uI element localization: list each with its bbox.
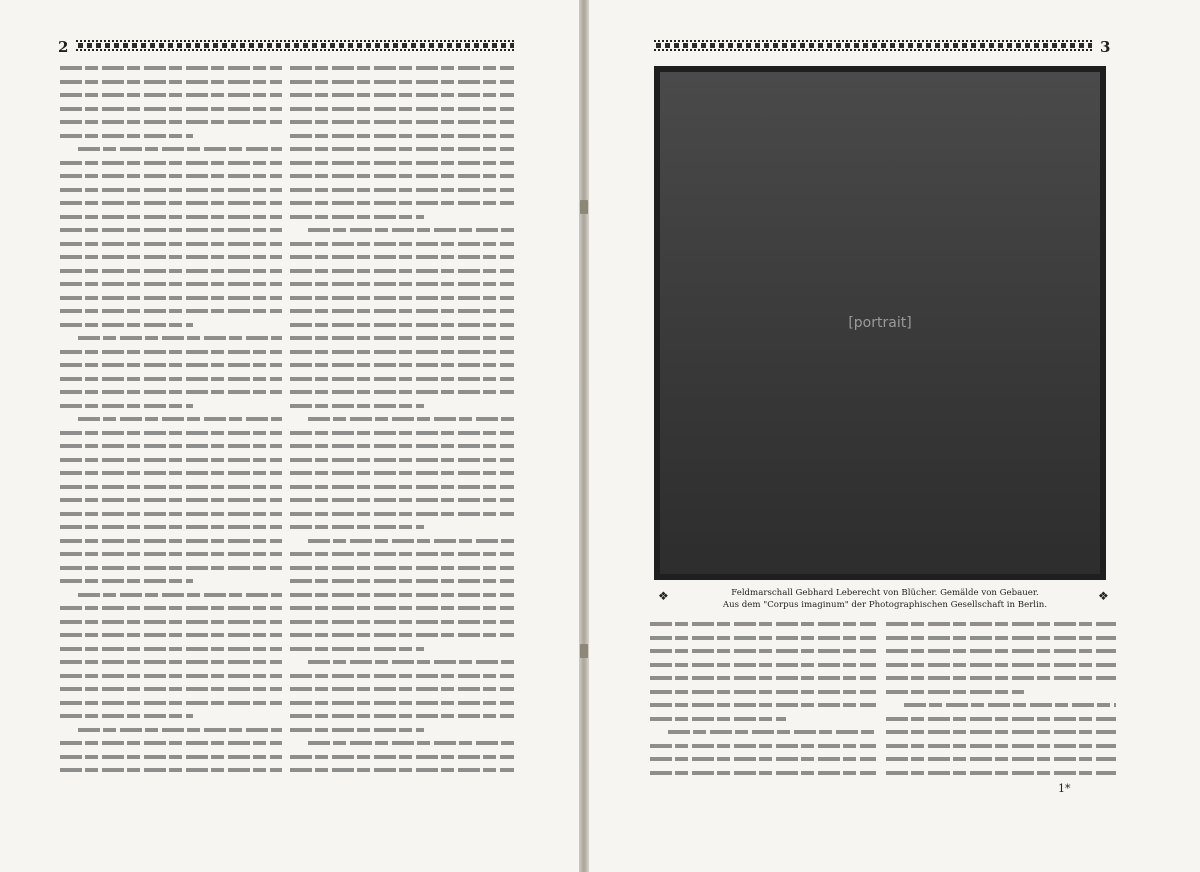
text-line [60,485,282,489]
text-line [290,728,424,732]
text-line [668,730,876,734]
text-line [290,296,514,300]
caption-ornament-icon: ❖ [658,589,669,603]
text-line [60,80,282,84]
text-line [60,269,282,273]
text-line [290,498,514,502]
text-line [886,771,1116,775]
text-line [60,498,282,502]
text-line [60,512,282,516]
text-line [308,660,514,664]
text-line [290,687,514,691]
text-line [886,690,1024,694]
text-line [60,363,282,367]
text-line [886,622,1116,626]
text-line [60,552,282,556]
text-line [60,579,193,583]
text-line [60,660,282,664]
text-line [60,620,282,624]
text-line [290,188,514,192]
text-line [60,768,282,772]
text-line [290,768,514,772]
signature-mark: 1* [1058,782,1071,795]
text-line [290,282,514,286]
text-line [290,512,514,516]
text-line [60,390,282,394]
text-line [308,417,514,421]
text-line [650,717,786,721]
text-line [290,404,424,408]
text-line [60,431,282,435]
text-line [290,120,514,124]
portrait-photo [660,72,1100,574]
text-line [290,714,514,718]
text-line [60,174,282,178]
text-line [650,703,876,707]
text-line [290,66,514,70]
text-line [650,649,876,653]
text-line [290,431,514,435]
text-line [60,282,282,286]
portrait-image [654,66,1106,580]
text-line [650,771,876,775]
caption-ornament-icon: ❖ [1098,589,1109,603]
text-line [290,620,514,624]
book-gutter [579,0,589,872]
portrait-caption [680,587,1090,611]
text-line [60,404,193,408]
text-line [886,757,1116,761]
text-line [78,593,282,597]
text-line [308,228,514,232]
text-line [290,242,514,246]
text-column-left-2 [290,66,514,782]
text-line [290,647,424,651]
text-line [78,728,282,732]
text-line [60,323,193,327]
text-line [60,188,282,192]
text-line [60,201,282,205]
text-line [886,663,1116,667]
text-line [60,539,282,543]
text-line [290,134,514,138]
text-line [60,525,282,529]
text-line [290,201,514,205]
text-line [60,444,282,448]
text-line [650,622,876,626]
text-line [60,566,282,570]
text-line [290,174,514,178]
text-line [60,633,282,637]
text-line [290,458,514,462]
text-line [60,107,282,111]
text-line [290,485,514,489]
text-line [60,714,193,718]
text-line [60,215,282,219]
text-line [290,633,514,637]
text-line [290,579,514,583]
text-line [290,269,514,273]
text-line [886,730,1116,734]
text-line [886,744,1116,748]
text-line [290,255,514,259]
text-line [60,161,282,165]
text-line [650,757,876,761]
text-line [290,525,424,529]
text-line [290,147,514,151]
text-line [60,255,282,259]
text-line [290,161,514,165]
text-line [78,147,282,151]
text-line [290,674,514,678]
text-line [290,606,514,610]
text-line [290,107,514,111]
text-line [290,336,514,340]
text-line [650,690,876,694]
text-line [290,390,514,394]
text-line [650,636,876,640]
text-line [290,701,514,705]
page-number-left: 2 [58,38,69,56]
text-line [290,93,514,97]
text-line [60,674,282,678]
text-line [290,350,514,354]
text-line [60,134,193,138]
text-line [78,417,282,421]
text-line [60,458,282,462]
text-line [290,377,514,381]
text-line [60,242,282,246]
text-line [290,309,514,313]
text-line [290,552,514,556]
text-line [886,636,1116,640]
portrait-caption-line-2: Aus dem "Corpus imaginum" der Photographischen Gesellschaft in Berlin. [722,600,1048,610]
text-line [886,676,1116,680]
text-line [60,647,282,651]
text-line [308,539,514,543]
text-line [60,377,282,381]
text-line [290,471,514,475]
text-line [290,755,514,759]
text-column-left-1 [60,66,282,782]
text-line [60,755,282,759]
text-line [60,309,282,313]
header-ornament-right [654,40,1092,51]
text-line [60,741,282,745]
text-line [904,703,1116,707]
text-line [650,676,876,680]
text-column-right-2 [886,622,1116,784]
text-line [650,744,876,748]
text-line [60,606,282,610]
text-line [290,566,514,570]
text-column-right-1 [650,622,876,784]
portrait-placeholder: [portrait] [848,315,912,331]
text-line [650,663,876,667]
text-line [290,323,514,327]
text-line [290,444,514,448]
text-line [308,741,514,745]
staple [580,644,588,658]
portrait-caption-line-1: Feldmarschall Gebhard Leberecht von Blücher. Gemälde von Gebauer. [731,588,1039,598]
page-number-right: 3 [1100,38,1111,56]
text-line [60,296,282,300]
text-line [886,717,1116,721]
text-line [78,336,282,340]
text-line [60,350,282,354]
header-ornament-left [76,40,514,51]
text-line [886,649,1116,653]
text-line [290,593,514,597]
text-line [60,687,282,691]
text-line [60,701,282,705]
text-line [60,66,282,70]
text-line [60,93,282,97]
text-line [60,471,282,475]
text-line [60,120,282,124]
text-line [290,363,514,367]
text-line [290,80,514,84]
text-line [290,215,424,219]
staple [580,200,588,214]
text-line [60,228,282,232]
